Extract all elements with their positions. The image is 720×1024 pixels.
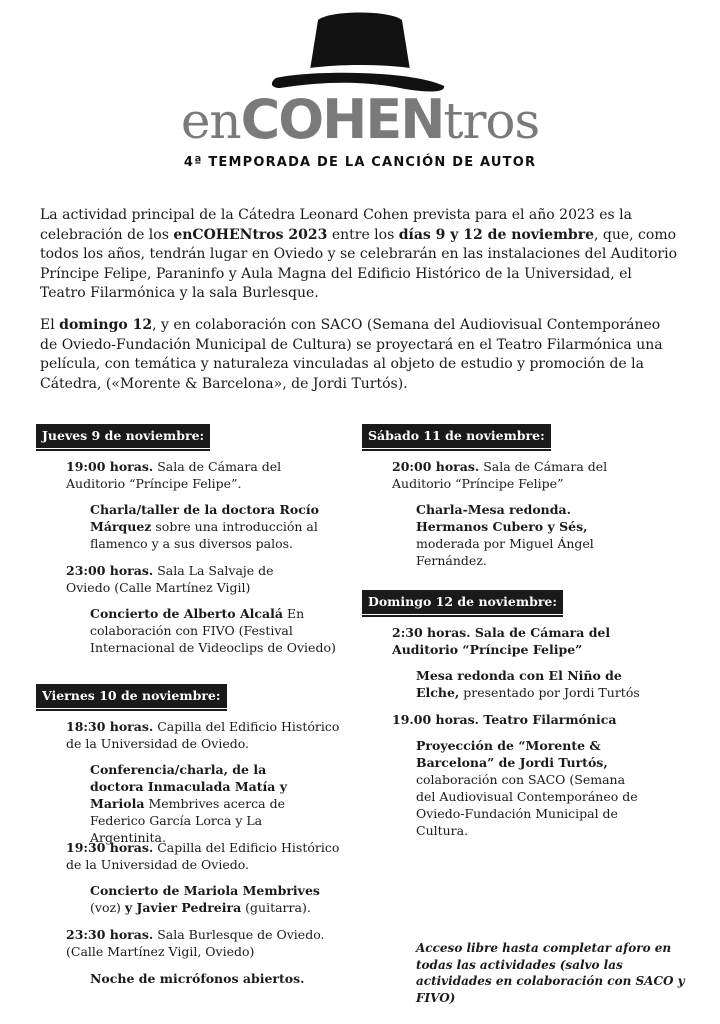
event-time: 2:30 horas. Sala de Cámara del Auditorio “Príncipe Felipe”	[392, 625, 611, 657]
fri-event-2-time	[66, 839, 341, 873]
logo-tros: tros	[443, 92, 540, 150]
event-title: Mesa redonda con El Niño de Elche,	[416, 668, 622, 700]
thu-event-2-desc	[90, 605, 345, 656]
p1-b1: enCOHENtros 2023	[173, 226, 328, 243]
event-place: Sala de Cámara del Auditorio “Príncipe Felipe”.	[66, 459, 282, 491]
sat-event-1-desc	[416, 501, 646, 569]
event-title: Concierto de Alberto Alcalá	[90, 606, 283, 621]
event-title: Charla/taller de la doctora Rocío Márquez	[90, 502, 319, 534]
event-place: Capilla del Edificio Histórico de la Universidad de Oviedo.	[66, 719, 340, 751]
event-place: Sala Burlesque de Oviedo. (Calle Martínez Vigil, Oviedo)	[66, 927, 325, 959]
event-desc-2: (guitarra).	[241, 900, 311, 915]
day-label-saturday	[362, 424, 551, 448]
event-place: Sala de Cámara del Auditorio “Príncipe Felipe”	[392, 459, 608, 491]
sun-event-2-time	[392, 711, 652, 728]
event-desc: Membrives acerca de Federico García Lorca y La Argentinita.	[90, 796, 285, 845]
event-title: Proyección de “Morente & Barcelona” de Jordi Turtós,	[416, 738, 608, 770]
event-desc: (voz)	[90, 900, 125, 915]
event-desc: colaboración con SACO (Semana del Audiovisual Contemporáneo de Oviedo-Fundación Municipal de Cultura.	[416, 772, 638, 838]
day-label-text: Jueves 9 de noviembre:	[42, 428, 205, 443]
event-time: 19:30 horas.	[66, 840, 154, 855]
p1-a: La actividad principal de la Cátedra Leonard Cohen prevista para el año 2023 es la celebración de los	[40, 207, 632, 243]
logo-en: en	[180, 92, 241, 150]
fri-event-2-desc	[90, 882, 320, 916]
thu-event-1-time	[66, 458, 296, 492]
event-time: 23:30 horas.	[66, 927, 154, 942]
event-title: Conferencia/charla, de la doctora Inmaculada Matía y Mariola	[90, 762, 288, 811]
event-time: 19:00 horas.	[66, 459, 154, 474]
sun-event-1-time	[392, 624, 632, 658]
sat-event-1-time	[392, 458, 622, 492]
event-time: 20:00 horas.	[392, 459, 480, 474]
event-title-2: y Javier Pedreira	[124, 900, 242, 915]
intro-paragraph-2	[40, 316, 680, 394]
day-label-text: Sábado 11 de noviembre:	[368, 428, 545, 443]
access-note: Acceso libre hasta completar aforo en todas las actividades (salvo las actividades en colaboración con SACO y FIVO)	[416, 941, 685, 1005]
thu-event-1-desc	[90, 501, 345, 552]
fri-event-3-time	[66, 926, 326, 960]
day-label-friday	[36, 684, 227, 708]
p2-a: El	[40, 317, 60, 333]
event-title: Charla-Mesa redonda. Hermanos Cubero y Sés,	[416, 502, 588, 534]
sun-event-1-desc	[416, 667, 656, 701]
event-place: Capilla del Edificio Histórico de la Universidad de Oviedo.	[66, 840, 340, 872]
fri-event-3-desc	[90, 970, 330, 987]
encohentros-logo	[0, 90, 720, 151]
p1-d: , que, como todos los años, tendrán lugar en Oviedo y se celebrarán en las instalaciones del Auditorio Príncipe Felipe, Paraninfo y Aula Magna del Edificio Histórico de la Universidad, el Teatro Filarmónica y la sala Burlesque.	[40, 226, 678, 301]
day-label-thursday	[36, 424, 210, 448]
event-desc: En colaboración con FIVO (Festival Internacional de Videoclips de Oviedo)	[90, 606, 336, 655]
intro-paragraph-1	[40, 206, 680, 304]
p1-b2: días 9 y 12 de noviembre	[398, 226, 594, 243]
event-desc: sobre una introducción al flamenco y a sus diversos palos.	[90, 519, 318, 551]
event-desc: presentado por Jordi Turtós	[459, 685, 640, 700]
day-label-sunday	[362, 590, 563, 614]
fri-event-1-desc	[90, 761, 315, 846]
event-desc: moderada por Miguel Ángel Fernández.	[416, 536, 594, 568]
event-time: 23:00 horas.	[66, 563, 154, 578]
subtitle: 4ª TEMPORADA DE LA CANCIÓN DE AUTOR	[183, 155, 537, 170]
logo-cohen: COHEN	[240, 88, 444, 151]
event-place: Sala La Salvaje de Oviedo (Calle Martínez Vigil)	[66, 563, 274, 595]
day-label-text: Viernes 10 de noviembre:	[42, 688, 221, 703]
event-time: 19.00 horas. Teatro Filarmónica	[392, 712, 617, 727]
p2-b1: domingo 12	[59, 317, 153, 333]
fri-event-1-time	[66, 718, 341, 752]
day-label-text: Domingo 12 de noviembre:	[368, 594, 557, 609]
p1-c: entre los	[327, 226, 399, 243]
event-title: Concierto de Mariola Membrives	[90, 883, 320, 898]
thu-event-2-time	[66, 562, 296, 596]
event-title: Noche de micrófonos abiertos.	[90, 971, 305, 986]
sun-event-2-desc	[416, 737, 648, 839]
event-time: 18:30 horas.	[66, 719, 154, 734]
p2-c: , y en colaboración con SACO (Semana del Audiovisual Contemporáneo de Oviedo-Fundación Municipal de Cultura) se proyectará en el Teatro Filarmónica una película, con temática y naturaleza vinculadas al objeto de estudio y promoción de la Cátedra, («Morente & Barcelona», de Jordi Turtós).	[40, 317, 663, 392]
